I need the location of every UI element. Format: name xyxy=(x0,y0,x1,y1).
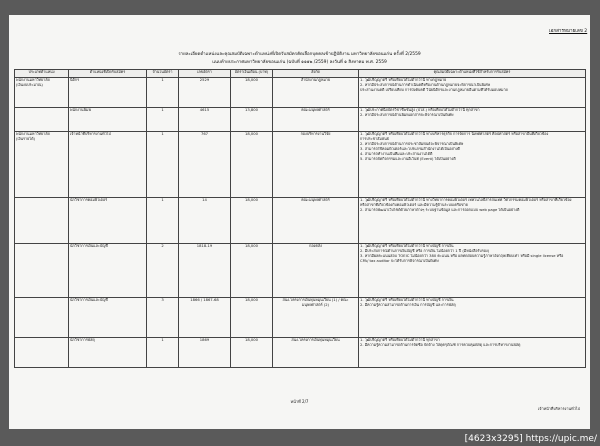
qualification-line: 2. มีความรู้ความสามารถด้านการจัดซื้อ จัดจ้าง วัสดุครุภัณฑ์ การควบคุมพัสดุ และการบริหารงานพัสดุ xyxy=(360,343,521,347)
cell-number: 2529 xyxy=(179,78,231,108)
cell-qualification xyxy=(359,108,586,132)
cell-unit: คณะมนุษยศาสตร์ xyxy=(273,198,359,244)
cell-qualification xyxy=(359,244,586,298)
page-number: หน้าที่ 2/7 xyxy=(290,399,309,404)
qualification-line: 4. สามารถทำงานเป็นทีมและประสานงานได้ดี xyxy=(360,152,433,156)
cell-qualification xyxy=(359,338,586,368)
cell-salary: 18,000 xyxy=(231,78,273,108)
cell-salary: 18,000 xyxy=(231,132,273,198)
cell-position: เจ้าหน้าที่บริหารงานทั่วไป xyxy=(69,132,147,198)
qualification-line: 2. มีประสบการณ์ด้านการเงินบัญชี หรือ การเงิน ไม่น้อยกว่า 1 ปี (มีหนังสือรับรอง) xyxy=(360,249,490,253)
type-label: พนักงานมหาวิทยาลัย xyxy=(16,78,50,82)
document-subtitle: แนบท้ายประกาศมหาวิทยาลัยขอนแก่น (ฉบับที่ ๑๑๑๒ /2559) ลงวันที่ ๑ สิงหาคม พ.ศ. 2559 xyxy=(212,60,387,65)
col-header-position: ตำแหน่งที่เปิดรับสมัคร xyxy=(69,70,147,78)
table-row xyxy=(15,244,586,298)
cell-number: 4615 xyxy=(179,108,231,132)
cell-unit: สำนักงานกฎหมาย xyxy=(273,78,359,108)
cell-number: 1869 xyxy=(179,338,231,368)
qualification-line: 2. หากมีประสบการณ์ด้านพิมพ์เอกสารจะพิจารณาเป็นพิเศษ xyxy=(360,113,454,117)
cell-unit: คณะมนุษยศาสตร์ xyxy=(273,108,359,132)
cell-salary: 18,000 xyxy=(231,198,273,244)
cell-qualification xyxy=(359,132,586,198)
cell-count: 1 xyxy=(147,198,179,244)
qualification-line: หรือสาขาที่เกี่ยวข้องกับคอมพิวเตอร์ และมีความรู้ด้านระบบเครือข่าย xyxy=(360,203,468,207)
cell-qualification xyxy=(359,78,586,108)
watermark: [4623x3295] https://upic.me/ xyxy=(464,434,597,444)
qualification-line: ประสานงานคดี เปรียบเทียบ การบังคับคดี วินัยนิติกรและงานกฎหมายอื่นตามที่ได้รับมอบหมาย xyxy=(360,88,508,92)
col-header-type: ประเภทตำแหน่ง xyxy=(15,70,69,78)
cell-unit: กองคลัง xyxy=(273,244,359,298)
cell-position: นิติกร xyxy=(69,78,147,108)
qualification-line: 1. วุฒิประกาศนียบัตรวิชาชีพชั้นสูง (ปวส.) หรือเทียบได้ไม่ต่ำกว่านี้ ทุกสาขา xyxy=(360,108,480,112)
type-sublabel: (เงินรายได้) xyxy=(16,137,35,141)
cell-salary: 18,000 xyxy=(231,244,273,298)
table-row xyxy=(15,298,586,338)
cell-number: 1866 / 1867-68 xyxy=(179,298,231,338)
qualification-line: 1. วุฒิปริญญาตรี หรือเทียบได้ไม่ต่ำกว่านี้ ทุกสาขา xyxy=(360,338,440,342)
col-header-count: จำนวนอัตรา xyxy=(147,70,179,78)
qualification-line: 3. สามารถใช้คอมพิวเตอร์และโปรแกรมสำนักงานได้เป็นอย่างดี xyxy=(360,147,460,151)
cell-number: 14 xyxy=(179,198,231,244)
cell-position: พนักงานพิมพ์ xyxy=(69,108,147,132)
cell-count: 3 xyxy=(147,298,179,338)
cell-unit: สนง.โครงการเงินทุนหมุนเวียน (1) / คณะมนุษยศาสตร์ (2) xyxy=(273,298,359,338)
document-title: รายละเอียดตำแหน่งและคุณสมบัติเฉพาะตำแหน่งที่เปิดรับสมัครคัดเลือกบุคคลเข้าปฏิบัติงาน มหาวิทยาลัยขอนแก่น ครั้งที่ 2/2559 xyxy=(178,52,421,57)
cell-type xyxy=(15,198,69,244)
col-header-salary: อัตราเงินเดือน (บาท) xyxy=(231,70,273,78)
table-row xyxy=(15,108,586,132)
cell-salary: 18,000 xyxy=(231,338,273,368)
qualification-line: 2. สามารถพัฒนาเว็บไซต์ด้วยภาษาต่างๆ ระบบฐานข้อมูล และการออกแบบ web page ได้เป็นอย่างดี xyxy=(360,208,520,212)
footer-note: เจ้าหน้าที่บริหารงานทั่วไป xyxy=(538,406,581,411)
cell-type xyxy=(15,108,69,132)
cell-count: 1 xyxy=(147,338,179,368)
cell-position: นักวิชาการคอมพิวเตอร์ xyxy=(69,198,147,244)
qualification-line: 2. หากมีประสบการณ์ด้านการดำเนินคดีหรืองานด้านกฎหมายจะพิจารณาเป็นพิเศษ xyxy=(360,83,491,87)
qualification-line: CPA/ tax auditor จะได้รับการพิจารณาเป็นพิเศษ xyxy=(360,259,439,263)
col-header-qualification: คุณสมบัติเฉพาะตำแหน่งที่ใช้สำหรับการรับสมัคร xyxy=(359,70,586,78)
cell-count: 1 xyxy=(147,108,179,132)
cell-salary: 13,800 xyxy=(231,108,273,132)
qualification-line: 2. หากมีประสบการณ์ด้านการประชาสัมพันธ์จะพิจารณาเป็นพิเศษ xyxy=(360,142,464,146)
cell-number: 1818-19 xyxy=(179,244,231,298)
table-row xyxy=(15,338,586,368)
cell-type xyxy=(15,244,69,298)
type-sublabel: (เงินงบประมาณ) xyxy=(16,83,43,87)
cell-type xyxy=(15,298,69,338)
qualification-line: 1. วุฒิปริญญาตรี หรือเทียบได้ไม่ต่ำกว่านี้ ทางบริหารธุรกิจ การจัดการ นิเทศศาสตร์ ศิลปศาสตร์ หรือสาขาอื่นที่เกี่ยวข้อง xyxy=(360,132,549,136)
table-row xyxy=(15,198,586,244)
qualification-line: 5. สามารถจัดกิจกรรมและงานอีเว้นท์ (Event) ได้เป็นอย่างดี xyxy=(360,157,456,161)
positions-table xyxy=(14,69,586,368)
type-label: พนักงานมหาวิทยาลัย xyxy=(16,132,50,136)
cell-qualification xyxy=(359,198,586,244)
qualification-line: การประชาสัมพันธ์ xyxy=(360,137,390,141)
cell-qualification xyxy=(359,298,586,338)
table-row xyxy=(15,78,586,108)
cell-salary: 18,000 xyxy=(231,298,273,338)
qualification-line: 1. วุฒิปริญญาตรี หรือเทียบได้ไม่ต่ำกว่านี้ ทางบัญชี การเงิน xyxy=(360,244,454,248)
cell-number: 767 xyxy=(179,132,231,198)
cell-type xyxy=(15,132,69,198)
cell-unit: สนง.โครงการเงินทุนหมุนเวียน xyxy=(273,338,359,368)
cell-count: 1 xyxy=(147,132,179,198)
col-header-number: เลขอัตรา xyxy=(179,70,231,78)
cell-type xyxy=(15,78,69,108)
qualification-line: 2. มีความรู้ความสามารถด้านการเงิน การบัญชี และการพัสดุ xyxy=(360,303,456,307)
cell-unit: กองบริหารงานวิจัย xyxy=(273,132,359,198)
cell-type xyxy=(15,338,69,368)
qualification-line: 3. หากมีผลคะแนนสอบ TOEIC ไม่น้อยกว่า 380 คะแนน หรือ ผลทดสอบความรู้ภาษาอังกฤษเทียบเท่า หรือมี single license หรือ xyxy=(360,254,564,258)
cell-position: นักวิชาการเงินและบัญชี xyxy=(69,244,147,298)
cell-count: 2 xyxy=(147,244,179,298)
qualification-line: 1. วุฒิปริญญาตรี หรือเทียบได้ไม่ต่ำกว่านี้ ทางกฎหมาย xyxy=(360,78,447,82)
col-header-unit: สังกัด xyxy=(273,70,359,78)
document-page xyxy=(9,15,590,429)
table-row xyxy=(15,132,586,198)
attachment-label: เอกสารหมายเลข 2 xyxy=(549,29,588,34)
cell-position: นักวิชาการเงินและบัญชี xyxy=(69,298,147,338)
table-header-row xyxy=(15,70,586,78)
qualification-line: 1. วุฒิปริญญาตรี หรือเทียบได้ไม่ต่ำกว่านี้ ทางวิทยาการคอมพิวเตอร์ เทคโนโลยีสารสนเทศ วิศวกรรมคอมพิวเตอร์ หรือสาขาที่เกี่ยวข้อง xyxy=(360,198,572,202)
qualification-line: 1. วุฒิปริญญาตรี หรือเทียบได้ไม่ต่ำกว่านี้ ทางบัญชี การเงิน xyxy=(360,298,454,302)
cell-position: นักวิชาการพัสดุ xyxy=(69,338,147,368)
cell-count: 1 xyxy=(147,78,179,108)
